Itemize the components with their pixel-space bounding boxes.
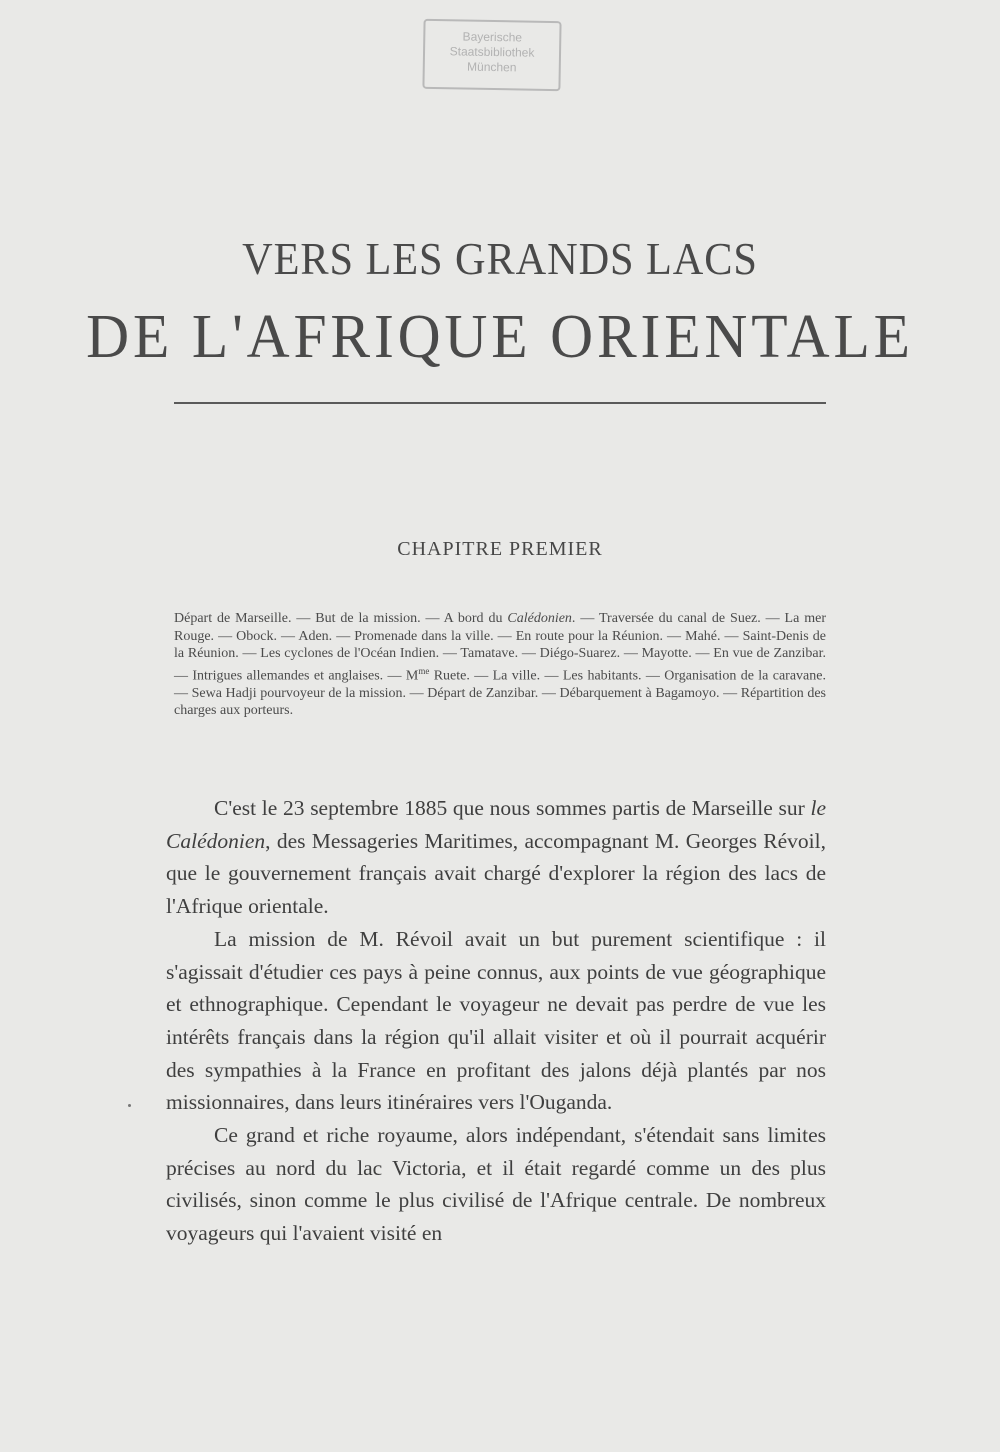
body-text xyxy=(166,792,826,1250)
summary-ship-name: Calédonien xyxy=(507,611,572,626)
chapter-heading: CHAPITRE PREMIER xyxy=(397,538,603,560)
stamp-line-2: Staatsbibliothek xyxy=(449,44,535,60)
paragraph-1-ship-name: le Calédonien xyxy=(166,796,826,853)
paragraph-1-before: C'est le 23 septembre 1885 que nous sommes partis de Marseille sur xyxy=(214,796,811,820)
paragraph-2: La mission de M. Révoil avait un but purement scientifique : il s'agissait d'étudier ces pays à peine connus, aux points de vue géographique et ethnographique. Cependant le voyageur ne devait pas perdre de vue les intérêts français dans la région qu'il allait visiter et où il pourrait acquérir des sympathies à la France en profitant des jalons déjà plantés par nos missionnaires, dans leurs itinéraires vers l'Ouganda. xyxy=(166,926,826,1115)
margin-speck xyxy=(128,1104,131,1107)
title-divider xyxy=(174,402,826,404)
summary-text-3: Ruete. — La ville. — Les habitants. — Organisation de la caravane. — Sewa Hadji pourvoyeur de la mission. — Départ de Zanzibar. — Débarquement à Bagamoyo. — Répartition des charges aux porteurs. xyxy=(174,668,826,719)
book-title-line-2: DE L'AFRIQUE ORIENTALE xyxy=(86,303,914,371)
summary-text-1: Départ de Marseille. — But de la mission. — A bord du xyxy=(174,611,508,626)
stamp-line-3: München xyxy=(466,59,517,75)
paragraph-1 xyxy=(166,792,826,923)
paragraph-1-after: , des Messageries Maritimes, accompagnant M. Georges Révoil, que le gouvernement français avait chargé d'explorer la région des lacs de l'Afrique orientale. xyxy=(166,828,826,919)
library-stamp xyxy=(422,19,561,91)
chapter-summary xyxy=(174,610,826,720)
summary-superscript: me xyxy=(418,665,430,676)
book-title-line-1: VERS LES GRANDS LACS xyxy=(242,233,758,284)
paragraph-3: Ce grand et riche royaume, alors indépendant, s'étendait sans limites précises au nord du lac Victoria, et il était regardé comme un des plus civilisés, sinon comme le plus civilisé de l'Afrique centrale. De nombreux voyageurs qui l'avaient visité en xyxy=(166,1123,826,1246)
stamp-line-1: Bayerische xyxy=(462,29,523,45)
summary-text-2: . — Traversée du canal de Suez. — La mer Rouge. — Obock. — Aden. — Promenade dans la ville. — En route pour la Réunion. — Mahé. — Saint-Denis de la Réunion. — Les cyclones de l'Océan Indien. — Tamatave. — Diégo-Suarez. — Mayotte. — En vue de Zanzibar. — Intrigues allemandes et anglaises. — M xyxy=(174,611,826,684)
